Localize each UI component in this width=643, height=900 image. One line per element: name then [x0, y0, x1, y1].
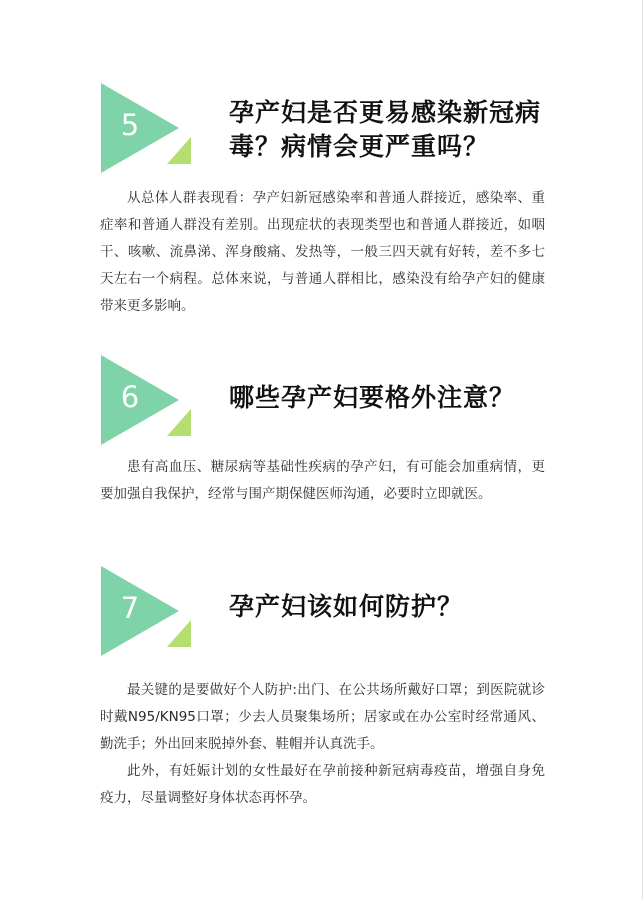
section-heading [229, 381, 515, 415]
section-number-badge [101, 83, 191, 173]
body-paragraph: 此外，有妊娠计划的女性最好在孕前接种新冠病毒疫苗，增强自身免疫力，尽量调整好身体状态再怀孕。 [100, 763, 545, 806]
body-paragraph: 患有高血压、糖尿病等基础性疾病的孕产妇，有可能会加重病情，更要加强自我保护，经常与围产期保健医师沟通，必要时立即就医。 [100, 459, 545, 502]
section-heading [229, 590, 463, 624]
section-number: 7 [120, 591, 140, 625]
body-paragraph: 从总体人群表现看：孕产妇新冠感染率和普通人群接近，感染率、重症率和普通人群没有差别。出现症状的表现类型也和普通人群接近，如咽干、咳嗽、流鼻涕、浑身酸痛、发热等，一般三四天就有好转，差不多七天左右一个病程。总体来说，与普通人群相比，感染没有给孕产妇的健康带来更多影响。 [100, 190, 545, 314]
body-paragraph: 最关键的是要做好个人防护:出门、在公共场所戴好口罩；到医院就诊时戴N95/KN95口罩；少去人员聚集场所；居家或在办公室时经常通风、勤洗手；外出回来脱掉外套、鞋帽并认真洗手。 [100, 682, 545, 752]
section-number-badge [101, 566, 191, 656]
heading-line: 孕产妇该如何防护？ [229, 592, 464, 621]
section-number-badge [101, 355, 191, 445]
section-number: 6 [120, 380, 140, 414]
heading-line: 哪些孕产妇要格外注意？ [229, 383, 516, 412]
heading-line: 毒？病情会更严重吗？ [229, 132, 490, 161]
heading-line: 孕产妇是否更易感染新冠病 [229, 98, 542, 127]
section-number: 5 [120, 108, 140, 142]
section-heading [229, 96, 541, 164]
